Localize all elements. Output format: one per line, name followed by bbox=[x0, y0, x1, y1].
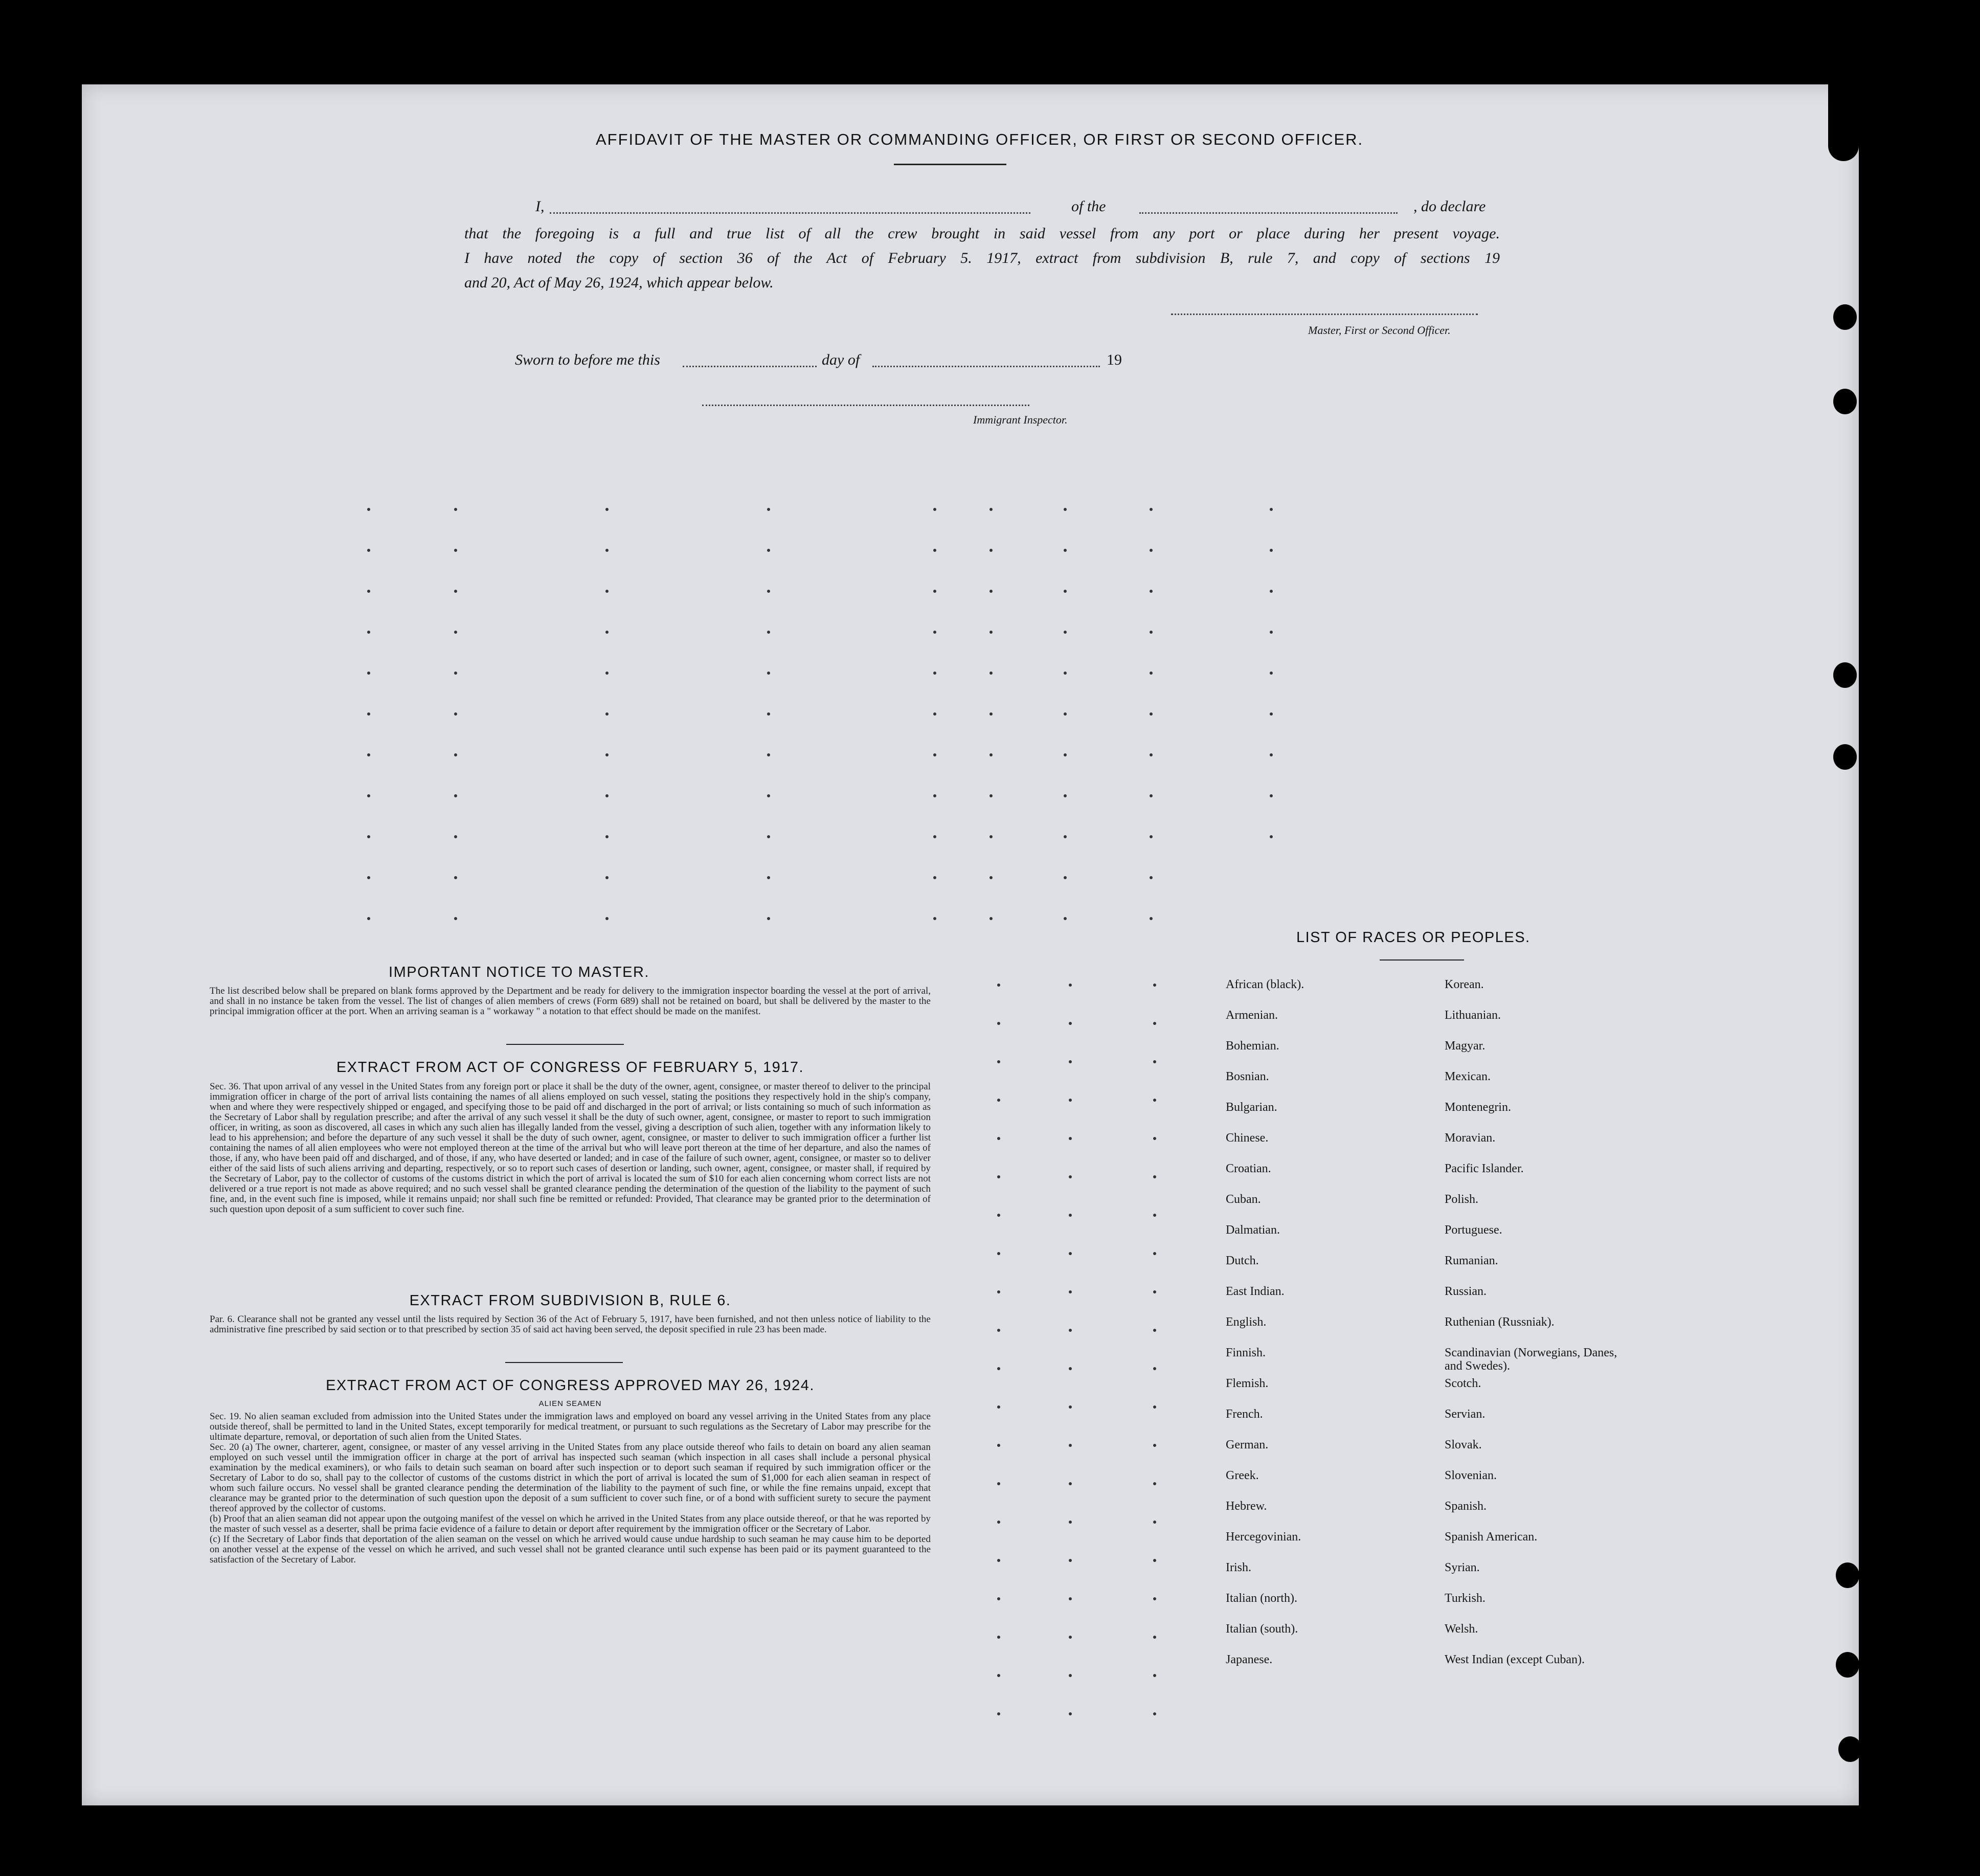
race-item: Welsh. bbox=[1445, 1622, 1478, 1636]
form-dot bbox=[1153, 1674, 1156, 1677]
form-dot bbox=[997, 1214, 1000, 1217]
punch-hole bbox=[1833, 744, 1857, 770]
form-dot bbox=[767, 631, 770, 634]
race-item: Dutch. bbox=[1226, 1254, 1259, 1267]
form-dot bbox=[1153, 1214, 1156, 1217]
sworn-prefix: Sworn to before me this bbox=[515, 351, 660, 368]
race-item: Rumanian. bbox=[1445, 1254, 1498, 1267]
extract-1917-title: EXTRACT FROM ACT OF CONGRESS OF FEBRUARY 5, 1917. bbox=[336, 1059, 804, 1076]
title-underline bbox=[894, 164, 1006, 165]
document-page bbox=[82, 84, 1859, 1805]
form-dot bbox=[1153, 1444, 1156, 1447]
form-dot bbox=[933, 712, 936, 716]
race-item: Russian. bbox=[1445, 1285, 1487, 1298]
race-item: Slovenian. bbox=[1445, 1469, 1497, 1482]
form-dot bbox=[454, 794, 457, 797]
sworn-month-blank[interactable] bbox=[872, 366, 1100, 367]
form-dot bbox=[767, 508, 770, 511]
master-signature-label: Master, First or Second Officer. bbox=[1308, 324, 1451, 337]
form-dot bbox=[367, 508, 370, 511]
form-dot bbox=[367, 753, 370, 756]
punch-hole bbox=[1836, 1652, 1859, 1678]
form-dot bbox=[767, 794, 770, 797]
sworn-year: 19 bbox=[1107, 351, 1122, 368]
form-dot bbox=[1270, 835, 1273, 838]
form-dot bbox=[1069, 1482, 1072, 1485]
punch-hole bbox=[1833, 389, 1857, 414]
form-dot bbox=[367, 631, 370, 634]
race-item: Turkish. bbox=[1445, 1592, 1486, 1605]
form-dot bbox=[767, 917, 770, 920]
form-dot bbox=[997, 1482, 1000, 1485]
form-dot bbox=[997, 1636, 1000, 1639]
form-dot bbox=[1064, 753, 1067, 756]
form-dot bbox=[1153, 1329, 1156, 1332]
race-item: Spanish. bbox=[1445, 1500, 1487, 1513]
form-dot bbox=[1064, 917, 1067, 920]
form-dot bbox=[1270, 794, 1273, 797]
form-dot bbox=[997, 1444, 1000, 1447]
form-dot bbox=[1064, 835, 1067, 838]
form-dot bbox=[997, 1597, 1000, 1600]
race-item: French. bbox=[1226, 1408, 1263, 1421]
form-dot bbox=[454, 549, 457, 552]
form-dot bbox=[997, 1521, 1000, 1524]
form-dot bbox=[1069, 1175, 1072, 1178]
race-item: Hebrew. bbox=[1226, 1500, 1267, 1513]
form-dot bbox=[1150, 712, 1153, 716]
race-item: Bulgarian. bbox=[1226, 1101, 1277, 1114]
form-dot bbox=[997, 1022, 1000, 1025]
form-dot bbox=[1270, 590, 1273, 593]
form-dot bbox=[1064, 631, 1067, 634]
extract-1917-text: Sec. 36. That upon arrival of any vessel in the United States from any foreign port or place it shall be the duty of the owner, agent, consignee, or master thereof to deliver to the principal immigration officer in charge of the port of arrival lists containing the names of all aliens employed on such vessel, stating the positions they respectively hold in the ship's company, when and where they were respectively shipped or engaged, and specifying those to be paid off and discharged in the port of arrival; or lists containing so much of such information as the Secretary of Labor shall by regulation prescribe; and after the arrival of any such vessel it shall be the duty of such owner, agent, consignee, or master to report to such immigration officer, in writing, as soon as discovered, all cases in which any such alien has illegally landed from the vessel, giving a description of such alien, together with any information likely to lead to his apprehension; and before the departure of any such vessel it shall be the duty of such owner, agent, consignee, or master to deliver to such immigration officer a further list containing the names of all alien employees who were not employed thereon at the time of the arrival but who will leave port thereon at the time of her departure, and also the names of those, if any, who have been paid off and discharged, and of those, if any, who have deserted or landed; and in case of the failure of such owner, agent, consignee, or master so to deliver either of the said lists of such aliens arriving and departing, respectively, or so to report such cases of desertion or landing, such owner, agent, consignee, or master shall, if required by the Secretary of Labor, pay to the collector of customs of the customs district in which the port of arrival is located the sum of $10 for each alien concerning whom correct lists are not delivered or a true report is not made as above required; and no such vessel shall be granted clearance pending the determination of the question of the liability to the payment of such fine, and, in the event such fine is imposed, while it remains unpaid; nor shall such fine be remitted or refunded: Provided, That clearance may be granted prior to the determination of such question upon deposit of a sum sufficient to cover such fine. bbox=[210, 1081, 931, 1215]
form-dot bbox=[454, 876, 457, 879]
form-dot bbox=[1069, 1214, 1072, 1217]
form-dot bbox=[989, 508, 993, 511]
race-item: Scandinavian (Norwegians, Danes, and Swedes). bbox=[1445, 1346, 1617, 1373]
form-dot bbox=[997, 1405, 1000, 1409]
race-item: Bosnian. bbox=[1226, 1070, 1269, 1083]
race-item: Montenegrin. bbox=[1445, 1101, 1511, 1114]
form-dot bbox=[367, 794, 370, 797]
form-dot bbox=[605, 835, 609, 838]
punch-hole bbox=[1838, 1736, 1862, 1762]
form-dot bbox=[767, 753, 770, 756]
form-dot bbox=[933, 631, 936, 634]
races-underline bbox=[1380, 959, 1464, 961]
form-dot bbox=[1153, 1252, 1156, 1255]
form-dot bbox=[605, 631, 609, 634]
sec-20a-text: Sec. 20 (a) The owner, charterer, agent, consignee, or master of any vessel arriving in the United States from any place outside thereof who fails to detain on board any alien seaman employed on such vessel until the immigration officer in charge at the port of arrival has inspected such seaman (which inspection in all cases shall include a personal physical examination by the medical examiners), or who fails to detain such seaman on board after such inspection or to deport such seaman if required by such immigration officer or the Secretary of Labor to do so, shall pay to the collector of customs of the customs district in which the port of arrival is located the sum of $1,000 for each alien seaman in respect of whom such failure occurs. No vessel shall be granted clearance pending the determination of the liability to the payment of such fine, or while the fine remains unpaid, except that clearance may be granted prior to the determination of such question upon the deposit of a sum sufficient to cover such fine, or of a bond with sufficient surety to secure the payment thereof approved by the collector of customs. bbox=[210, 1442, 931, 1514]
form-dot bbox=[1069, 1060, 1072, 1063]
race-item: Bohemian. bbox=[1226, 1039, 1279, 1053]
race-item: Dalmatian. bbox=[1226, 1223, 1280, 1237]
extract-1924-body bbox=[210, 1412, 931, 1565]
divider bbox=[505, 1362, 623, 1363]
race-item: East Indian. bbox=[1226, 1285, 1285, 1298]
punch-hole bbox=[1833, 304, 1857, 330]
form-dot bbox=[933, 794, 936, 797]
form-dot bbox=[1069, 1137, 1072, 1140]
form-dot bbox=[933, 590, 936, 593]
form-dot bbox=[1069, 1022, 1072, 1025]
form-dot bbox=[605, 508, 609, 511]
form-dot bbox=[1150, 672, 1153, 675]
form-dot bbox=[997, 1559, 1000, 1562]
form-dot bbox=[1153, 1405, 1156, 1409]
form-dot bbox=[1153, 1137, 1156, 1140]
form-dot bbox=[1069, 1290, 1072, 1293]
form-dot bbox=[605, 794, 609, 797]
form-dot bbox=[997, 984, 1000, 987]
form-dot bbox=[989, 549, 993, 552]
form-dot bbox=[367, 835, 370, 838]
form-dot bbox=[1064, 712, 1067, 716]
form-dot bbox=[1153, 1482, 1156, 1485]
subdivision-b-title: EXTRACT FROM SUBDIVISION B, RULE 6. bbox=[409, 1292, 731, 1309]
form-dot bbox=[1069, 1712, 1072, 1715]
form-dot bbox=[767, 835, 770, 838]
extract-1924-title: EXTRACT FROM ACT OF CONGRESS APPROVED MAY 26, 1924. bbox=[326, 1377, 815, 1394]
race-item: Lithuanian. bbox=[1445, 1009, 1501, 1022]
vessel-name-blank[interactable] bbox=[1139, 212, 1398, 214]
form-dot bbox=[1064, 794, 1067, 797]
form-dot bbox=[1150, 917, 1153, 920]
form-dot bbox=[1069, 1444, 1072, 1447]
race-item: Servian. bbox=[1445, 1408, 1486, 1421]
form-dot bbox=[1270, 508, 1273, 511]
form-dot bbox=[933, 917, 936, 920]
form-dot bbox=[605, 590, 609, 593]
form-dot bbox=[1069, 1559, 1072, 1562]
race-item: Korean. bbox=[1445, 978, 1484, 991]
form-dot bbox=[767, 672, 770, 675]
form-dot bbox=[933, 835, 936, 838]
form-dot bbox=[1153, 1099, 1156, 1102]
form-dot bbox=[1150, 508, 1153, 511]
race-item: Pacific Islander. bbox=[1445, 1162, 1524, 1175]
affidavit-line-2: that the foregoing is a full and true list of all the crew brought in said vessel from any port or place during her present voyage. bbox=[464, 225, 1500, 242]
race-item: Slovak. bbox=[1445, 1438, 1482, 1451]
form-dot bbox=[1153, 1060, 1156, 1063]
form-dot bbox=[933, 753, 936, 756]
form-dot bbox=[367, 876, 370, 879]
affidavit-title: AFFIDAVIT OF THE MASTER OR COMMANDING OFFICER, OR FIRST OR SECOND OFFICER. bbox=[596, 130, 1364, 148]
form-dot bbox=[605, 672, 609, 675]
race-item: Cuban. bbox=[1226, 1193, 1261, 1206]
form-dot bbox=[1064, 549, 1067, 552]
form-dot bbox=[1069, 1597, 1072, 1600]
form-dot bbox=[997, 1712, 1000, 1715]
affidavit-declare: , do declare bbox=[1413, 198, 1486, 215]
master-name-blank[interactable] bbox=[550, 212, 1030, 214]
race-item: Italian (north). bbox=[1226, 1592, 1297, 1605]
race-item: Japanese. bbox=[1226, 1653, 1273, 1666]
form-dot bbox=[367, 917, 370, 920]
form-dot bbox=[989, 712, 993, 716]
race-item: Polish. bbox=[1445, 1193, 1479, 1206]
form-dot bbox=[1150, 835, 1153, 838]
form-dot bbox=[767, 549, 770, 552]
punch-hole bbox=[1836, 1562, 1859, 1588]
form-dot bbox=[1150, 794, 1153, 797]
form-dot bbox=[1069, 1367, 1072, 1370]
race-item: Flemish. bbox=[1226, 1377, 1269, 1390]
race-item: Armenian. bbox=[1226, 1009, 1278, 1022]
form-dot bbox=[605, 712, 609, 716]
race-item: Hercegovinian. bbox=[1226, 1530, 1301, 1544]
race-item: Ruthenian (Russniak). bbox=[1445, 1315, 1555, 1329]
form-dot bbox=[1270, 712, 1273, 716]
form-dot bbox=[1069, 1636, 1072, 1639]
race-item: Croatian. bbox=[1226, 1162, 1271, 1175]
sec-20b-text: (b) Proof that an alien seaman did not appear upon the outgoing manifest of the vessel on which he arrived in the United States from any place outside thereof, or that he was reported by the master of such vessel as a deserter, shall be prima facie evidence of a failure to detain or deport after requirement by the immigration officer or the Secretary of Labor. bbox=[210, 1513, 931, 1534]
extract-1924-subtitle: ALIEN SEAMEN bbox=[538, 1399, 602, 1408]
form-dot bbox=[1064, 508, 1067, 511]
form-dot bbox=[1069, 984, 1072, 987]
form-dot bbox=[1153, 1367, 1156, 1370]
form-dot bbox=[997, 1252, 1000, 1255]
form-dot bbox=[605, 549, 609, 552]
form-dot bbox=[1069, 1252, 1072, 1255]
sec-19-text: Sec. 19. No alien seaman excluded from admission into the United States under the immigration laws and employed on board any vessel arriving in the United States from any place outside thereof, shall be permitted to land in the United States, except temporarily for medical treatment, or pursuant to such regulations as the Secretary of Labor may prescribe for the ultimate departure, removal, or deportation of such alien from the United States. bbox=[210, 1411, 931, 1442]
races-title: LIST OF RACES OR PEOPLES. bbox=[1296, 929, 1531, 946]
form-dot bbox=[367, 672, 370, 675]
form-dot bbox=[1270, 549, 1273, 552]
form-dot bbox=[454, 590, 457, 593]
form-dot bbox=[1069, 1674, 1072, 1677]
race-item: Chinese. bbox=[1226, 1131, 1269, 1145]
master-signature-line[interactable] bbox=[1171, 314, 1478, 315]
notice-text: The list described below shall be prepared on blank forms approved by the Department and be ready for delivery to the immigration inspector boarding the vessel at the port of arrival, and shall in no instance be taken from the vessel. The list of changes of alien members of crews (Form 689) shall not be retained on board, but shall be delivered by the master to the principal immigration officer at the port. When an arriving seaman is a " workaway " a notation to that effect should be made on the manifest. bbox=[210, 986, 931, 1017]
form-dot bbox=[997, 1175, 1000, 1178]
race-item: Finnish. bbox=[1226, 1346, 1266, 1359]
form-dot bbox=[1064, 876, 1067, 879]
form-dot bbox=[989, 794, 993, 797]
form-dot bbox=[1150, 631, 1153, 634]
form-dot bbox=[454, 712, 457, 716]
affidavit-line-3: I have noted the copy of section 36 of the Act of February 5. 1917, extract from subdivision B, rule 7, and copy of sections 19 bbox=[464, 250, 1500, 266]
form-dot bbox=[1150, 549, 1153, 552]
form-dot bbox=[933, 876, 936, 879]
form-dot bbox=[367, 712, 370, 716]
form-dot bbox=[605, 917, 609, 920]
race-item: Magyar. bbox=[1445, 1039, 1486, 1053]
form-dot bbox=[997, 1290, 1000, 1293]
form-dot bbox=[1270, 672, 1273, 675]
sworn-day-of: day of bbox=[822, 351, 860, 368]
punch-hole bbox=[1833, 662, 1857, 688]
race-item: Portuguese. bbox=[1445, 1223, 1502, 1237]
form-dot bbox=[1153, 1022, 1156, 1025]
form-dot bbox=[1150, 876, 1153, 879]
form-dot bbox=[454, 917, 457, 920]
form-dot bbox=[1069, 1521, 1072, 1524]
form-dot bbox=[1150, 753, 1153, 756]
sworn-day-blank[interactable] bbox=[683, 366, 817, 367]
form-dot bbox=[367, 590, 370, 593]
form-dot bbox=[1153, 1290, 1156, 1293]
race-item: English. bbox=[1226, 1315, 1267, 1329]
form-dot bbox=[989, 631, 993, 634]
form-dot bbox=[454, 672, 457, 675]
form-dot bbox=[997, 1329, 1000, 1332]
form-dot bbox=[989, 672, 993, 675]
form-dot bbox=[767, 712, 770, 716]
form-dot bbox=[1069, 1099, 1072, 1102]
form-dot bbox=[1064, 672, 1067, 675]
form-dot bbox=[997, 1099, 1000, 1102]
form-dot bbox=[997, 1060, 1000, 1063]
affidavit-i: I, bbox=[535, 198, 545, 215]
form-dot bbox=[989, 753, 993, 756]
form-dot bbox=[997, 1137, 1000, 1140]
form-dot bbox=[454, 835, 457, 838]
form-dot bbox=[1153, 984, 1156, 987]
form-dot bbox=[367, 549, 370, 552]
form-dot bbox=[1153, 1597, 1156, 1600]
race-item: West Indian (except Cuban). bbox=[1445, 1653, 1585, 1666]
form-dot bbox=[605, 753, 609, 756]
form-dot bbox=[997, 1367, 1000, 1370]
notice-title: IMPORTANT NOTICE TO MASTER. bbox=[389, 964, 649, 980]
form-dot bbox=[454, 631, 457, 634]
form-dot bbox=[1069, 1405, 1072, 1409]
form-dot bbox=[933, 549, 936, 552]
form-dot bbox=[989, 876, 993, 879]
form-dot bbox=[933, 508, 936, 511]
sec-20c-text: (c) If the Secretary of Labor finds that deportation of the alien seaman on the vessel on which he arrived would cause undue hardship to such seaman he may cause him to be deported on another vessel at the expense of the vessel on which he arrived, and such vessel shall not be granted clearance until such expense has been paid or its payment guaranteed to the satisfaction of the Secretary of Labor. bbox=[210, 1534, 931, 1565]
form-dot bbox=[989, 590, 993, 593]
race-item: Syrian. bbox=[1445, 1561, 1480, 1574]
race-item: German. bbox=[1226, 1438, 1269, 1451]
form-dot bbox=[1064, 590, 1067, 593]
race-item: Greek. bbox=[1226, 1469, 1259, 1482]
form-dot bbox=[989, 917, 993, 920]
form-dot bbox=[454, 753, 457, 756]
race-item: Italian (south). bbox=[1226, 1622, 1298, 1636]
race-item: Moravian. bbox=[1445, 1131, 1496, 1145]
form-dot bbox=[1153, 1712, 1156, 1715]
inspector-label: Immigrant Inspector. bbox=[973, 413, 1068, 426]
form-dot bbox=[454, 508, 457, 511]
divider bbox=[506, 1044, 624, 1045]
form-dot bbox=[997, 1674, 1000, 1677]
form-dot bbox=[1153, 1521, 1156, 1524]
form-dot bbox=[1150, 590, 1153, 593]
affidavit-line-4: and 20, Act of May 26, 1924, which appear below. bbox=[464, 274, 774, 291]
race-item: Mexican. bbox=[1445, 1070, 1491, 1083]
form-dot bbox=[767, 876, 770, 879]
form-dot bbox=[1270, 631, 1273, 634]
form-dot bbox=[1270, 753, 1273, 756]
race-item: Spanish American. bbox=[1445, 1530, 1538, 1544]
form-dot bbox=[1069, 1329, 1072, 1332]
torn-corner bbox=[1828, 84, 1859, 161]
form-dot bbox=[933, 672, 936, 675]
form-dot bbox=[1153, 1559, 1156, 1562]
form-dot bbox=[767, 590, 770, 593]
race-item: African (black). bbox=[1226, 978, 1304, 991]
form-dot bbox=[989, 835, 993, 838]
subdivision-b-text: Par. 6. Clearance shall not be granted any vessel until the lists required by Section 36 of the Act of February 5, 1917, have been furnished, and not then unless notice of liability to the administrative fine prescribed by said section or to that prescribed by section 35 of said act having been served, the deposit specified in rule 23 has been made. bbox=[210, 1314, 931, 1335]
affidavit-of-the: of the bbox=[1071, 198, 1106, 215]
form-dot bbox=[605, 876, 609, 879]
form-dot bbox=[1153, 1175, 1156, 1178]
race-item: Scotch. bbox=[1445, 1377, 1481, 1390]
race-item: Irish. bbox=[1226, 1561, 1251, 1574]
form-dot bbox=[1153, 1636, 1156, 1639]
inspector-signature-line[interactable] bbox=[702, 405, 1029, 406]
